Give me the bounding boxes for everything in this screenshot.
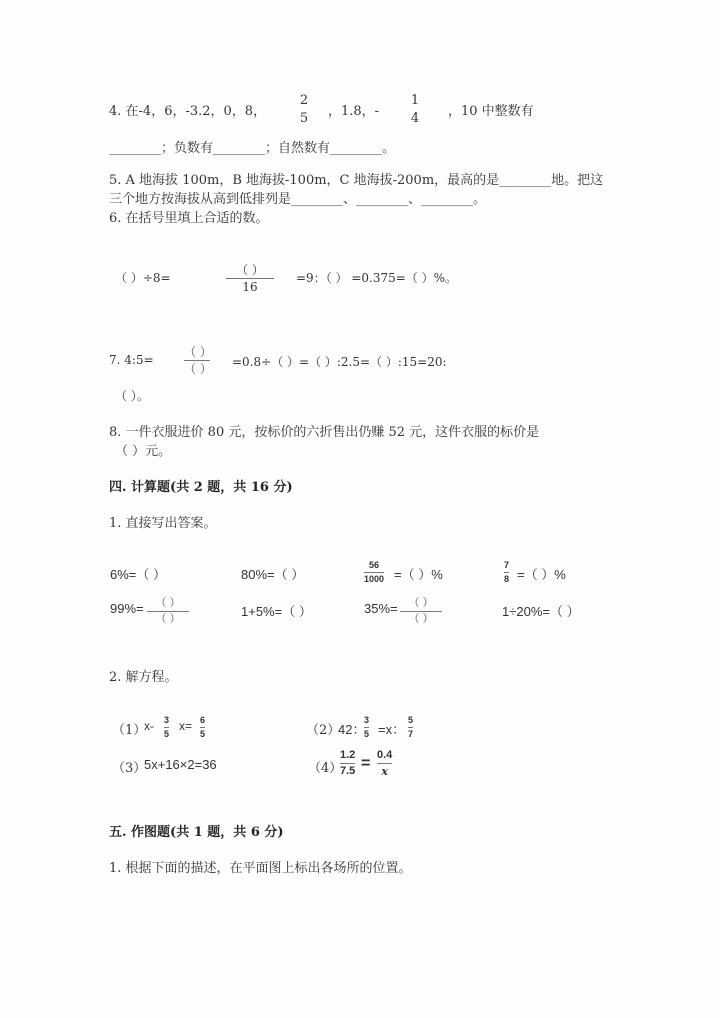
q5-line1: 5. A 地海拔 100m，B 地海拔-100m，C 地海拔-200m，最高的是________地。把这 [109,173,604,188]
frac-bar [147,611,189,612]
frac-den: x [381,765,388,778]
frac-num: 7 [504,560,510,570]
q7-prefix: 7. 4:5= [109,353,154,367]
frac-bar [377,763,392,764]
frac-bar [408,727,413,728]
frac-den: （ ） [155,613,181,625]
frac-num: （ ） [155,597,181,609]
frac-num: 56 [369,560,380,570]
eq2-frac1 [364,716,369,739]
frac-bar [340,763,355,764]
frac-bar [400,611,442,612]
calc-7-8-answer: =（ ）% [517,567,566,582]
q8-line2: （ ）元。 [115,444,172,459]
frac-bar [200,727,205,728]
q7-line2: （ ）。 [115,389,149,403]
eq2-frac2 [408,716,413,739]
frac-den: 16 [242,280,258,294]
q4-fraction-1-4 [409,94,421,125]
frac-den: 7.5 [340,765,356,777]
q4-suffix: ，10 中整数有 [448,104,534,119]
section5-heading: 五. 作图题(共 1 题，共 6 分) [109,825,284,840]
eq2-a: 42： [338,722,366,737]
frac-num: 1 [410,93,420,108]
calc-56-1000-fraction [364,561,384,584]
q4-fraction-2-5 [298,94,310,125]
eq3-label: （3） [112,761,147,776]
frac-num: 6 [200,715,206,725]
frac-bar [164,727,169,728]
q6-fraction [226,264,274,293]
frac-bar [364,572,384,573]
section5-sub1: 1. 根据下面的描述，在平面图上标出各场所的位置。 [109,861,412,876]
frac-num: （ ） [236,263,264,277]
frac-den: 1000 [364,574,385,584]
frac-den: 5 [364,729,370,739]
frac-bar [364,727,369,728]
eq4-frac1 [340,750,355,777]
frac-den: 4 [410,111,420,126]
eq4-equals: = [361,755,371,772]
frac-den: （ ） [184,362,212,376]
q4-line1-prefix: 4. 在-4，6，-3.2，0，8， [109,104,267,119]
calc-35-percent-label: 35%= [364,601,398,616]
q6-part1: （ ）÷8= [115,271,171,285]
calc-99-percent-fraction [147,598,189,625]
eq1-frac1 [164,716,169,739]
q6-title: 6. 在括号里填上合适的数。 [109,211,269,226]
eq1-label: （1） [112,723,147,738]
calc-80-percent: 80%=（ ） [241,567,305,582]
frac-bar [226,278,274,279]
frac-bar [184,360,210,361]
frac-bar [298,109,310,110]
calc-6-percent: 6%=（ ） [110,567,166,582]
frac-num: 3 [364,715,370,725]
eq1-frac2 [200,716,205,739]
calc-56-1000-answer: =（ ）% [394,567,443,582]
q7-part2: =0.8÷（ ）=（ ）:2.5=（ ）:15=20: [232,355,447,369]
calc-7-8-fraction [504,561,509,584]
frac-bar [409,109,421,110]
section4-sub2: 2. 解方程。 [109,670,178,685]
frac-num: 2 [299,93,309,108]
eq4-label: （4） [308,761,343,776]
q8-line1: 8. 一件衣服进价 80 元，按标价的六折售出仍赚 52 元，这件衣服的标价是 [109,425,540,440]
section4-sub1: 1. 直接写出答案。 [109,516,217,531]
q6-part2: =9：（ ） =0.375=（ ）%。 [296,271,457,285]
frac-den: 5 [200,729,206,739]
q4-mid-text: ，1.8，- [328,104,380,119]
calc-99-percent-label: 99%= [110,601,144,616]
frac-den: 5 [299,111,309,126]
section4-heading: 四. 计算题(共 2 题，共 16 分) [109,480,293,495]
frac-den: 7 [408,729,414,739]
calc-1-div-20-percent: 1÷20%=（ ） [502,604,580,619]
frac-num: 0.4 [377,749,393,761]
eq2-label: （2） [306,723,341,738]
calc-1-plus-5-percent: 1+5%=（ ） [241,604,312,619]
frac-num: （ ） [184,345,212,359]
q4-line2-blanks: ________；负数有________；自然数有________。 [109,141,396,156]
eq1-a: x- [144,719,154,733]
frac-den: 5 [164,729,170,739]
frac-num: （ ） [408,597,434,609]
q5-line2: 三个地方按海拔从高到低排列是________、________、________。 [109,192,487,207]
eq4-frac2 [377,750,392,777]
frac-num: 3 [164,715,170,725]
calc-35-percent-fraction [400,598,442,625]
frac-den: （ ） [408,613,434,625]
eq1-b: x= [179,719,193,733]
eq2-b: =x： [378,722,406,737]
frac-bar [504,572,509,573]
q7-fraction [184,346,210,375]
frac-num: 1.2 [340,749,356,761]
frac-den: 8 [504,574,510,584]
eq3-text: 5x+16×2=36 [144,757,217,772]
frac-num: 5 [408,715,414,725]
